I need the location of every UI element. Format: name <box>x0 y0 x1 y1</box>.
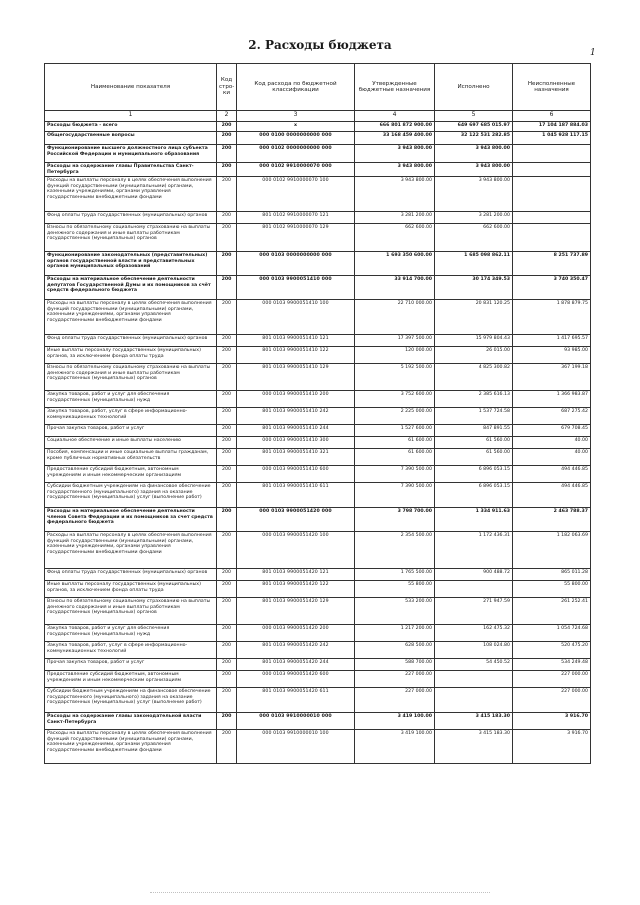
row-name: Взносы по обязательному социальному страхованию на выплаты денежного содержания и иные выплаты работникам государственных (муниципальных) органов <box>45 598 217 625</box>
column-number: 2 <box>217 111 237 122</box>
row-class-code: 000 0103 0000000000 000 <box>237 252 355 276</box>
row-name: Функционирование высшего должностного лица субъекта Российской Федерации и муниципального образования <box>45 145 217 163</box>
row-unexecuted: 534 249.48 <box>513 659 591 671</box>
row-name: Расходы бюджета - всего <box>45 122 217 132</box>
table-row <box>45 671 591 688</box>
table-row <box>45 224 591 252</box>
row-executed: 3 415 183.30 <box>435 713 513 730</box>
row-line-code: 200 <box>217 212 237 224</box>
row-class-code: 801 0103 9900051410 244 <box>237 425 355 437</box>
row-name: Иные выплаты персоналу государственных (муниципальных) органов, за исключением фонда оплаты труда <box>45 347 217 364</box>
row-approved: 628 500.00 <box>355 642 435 659</box>
row-line-code: 200 <box>217 335 237 347</box>
row-class-code: 000 0103 9900051420 100 <box>237 532 355 569</box>
row-unexecuted: 55 800.00 <box>513 581 591 598</box>
page-marker: 1 <box>590 48 596 58</box>
row-unexecuted: 8 251 737.89 <box>513 252 591 276</box>
row-name: Расходы на материальное обеспечение деятельности депутатов Государственной Думы и их помощников за счёт средств федерального бюджета <box>45 276 217 300</box>
row-name: Прочая закупка товаров, работ и услуг <box>45 425 217 437</box>
row-class-code: 801 0103 9900051420 122 <box>237 581 355 598</box>
row-approved: 227 000.00 <box>355 688 435 713</box>
table-row <box>45 508 591 532</box>
row-name: Закупка товаров, работ и услуг для обеспечения государственных (муниципальных) нужд <box>45 625 217 642</box>
row-unexecuted: 3 916.70 <box>513 730 591 764</box>
row-line-code: 200 <box>217 300 237 335</box>
row-class-code: 000 0103 9900051410 600 <box>237 466 355 483</box>
row-executed: 3 281 200.00 <box>435 212 513 224</box>
row-name: Прочая закупка товаров, работ и услуг <box>45 659 217 671</box>
row-unexecuted: 1 878 879.75 <box>513 300 591 335</box>
row-executed: 3 943 800.00 <box>435 163 513 177</box>
table-row <box>45 625 591 642</box>
row-unexecuted: 687 275.42 <box>513 408 591 425</box>
row-approved: 33 914 700.00 <box>355 276 435 300</box>
table-row <box>45 466 591 483</box>
row-name: Фонд оплаты труда государственных (муниципальных) органов <box>45 569 217 581</box>
row-approved: 3 798 700.00 <box>355 508 435 532</box>
row-class-code: 801 0102 9910000070 129 <box>237 224 355 252</box>
row-class-code: 000 0102 0000000000 000 <box>237 145 355 163</box>
row-approved: 5 192 500.00 <box>355 364 435 391</box>
row-class-code: 801 0103 9900051410 129 <box>237 364 355 391</box>
row-unexecuted <box>513 163 591 177</box>
row-executed: 108 024.80 <box>435 642 513 659</box>
budget-expenses-table <box>44 63 591 764</box>
row-line-code: 200 <box>217 224 237 252</box>
row-name: Функционирование законодательных (представительных) органов государственной власти и представительных органов муниципальных образований <box>45 252 217 276</box>
row-name: Субсидии бюджетным учреждениям на финансовое обеспечение государственного (муниципального) задания на оказание государственных (муниципальных) услуг (выполнение работ) <box>45 688 217 713</box>
row-name: Предоставление субсидий бюджетным, автономным учреждениям и иным некоммерческим организациям <box>45 466 217 483</box>
table-row <box>45 163 591 177</box>
row-executed: 649 697 685 015.97 <box>435 122 513 132</box>
row-executed <box>435 671 513 688</box>
row-unexecuted <box>513 224 591 252</box>
row-class-code: 801 0103 9900051410 122 <box>237 347 355 364</box>
row-name: Расходы на содержание главы Правительства Санкт-Петербурга <box>45 163 217 177</box>
row-line-code: 200 <box>217 642 237 659</box>
row-approved: 2 225 000.00 <box>355 408 435 425</box>
row-line-code: 200 <box>217 425 237 437</box>
row-class-code: 000 0103 9900051410 300 <box>237 437 355 449</box>
row-approved: 3 752 600.00 <box>355 391 435 408</box>
row-unexecuted: 1 366 983.87 <box>513 391 591 408</box>
row-class-code: 000 0103 9900051410 200 <box>237 391 355 408</box>
row-name: Фонд оплаты труда государственных (муниципальных) органов <box>45 212 217 224</box>
row-executed <box>435 688 513 713</box>
row-class-code: 000 0103 9900051410 100 <box>237 300 355 335</box>
row-name: Субсидии бюджетным учреждениям на финансовое обеспечение государственного (муниципального) задания на оказание государственных (муниципальных) услуг (выполнение работ) <box>45 483 217 508</box>
row-unexecuted: 3 916.70 <box>513 713 591 730</box>
row-unexecuted: 520 475.20 <box>513 642 591 659</box>
row-approved: 227 000.00 <box>355 671 435 688</box>
row-class-code: 000 0103 9900051420 000 <box>237 508 355 532</box>
row-name: Закупка товаров, работ, услуг в сфере информационно-коммуникационных технологий <box>45 408 217 425</box>
table-row <box>45 659 591 671</box>
row-approved: 662 600.00 <box>355 224 435 252</box>
row-unexecuted: 93 985.00 <box>513 347 591 364</box>
row-line-code: 200 <box>217 532 237 569</box>
row-executed: 2 385 616.13 <box>435 391 513 408</box>
row-line-code: 200 <box>217 508 237 532</box>
row-unexecuted: 3 740 350.47 <box>513 276 591 300</box>
header-name: Наименование показателя <box>45 64 217 111</box>
table-row <box>45 449 591 466</box>
row-name: Общегосударственные вопросы <box>45 132 217 145</box>
table-row <box>45 532 591 569</box>
row-class-code: x <box>237 122 355 132</box>
table-row <box>45 391 591 408</box>
row-name: Фонд оплаты труда государственных (муниципальных) органов <box>45 335 217 347</box>
table-row <box>45 483 591 508</box>
row-line-code: 200 <box>217 598 237 625</box>
row-name: Иные выплаты персоналу государственных (муниципальных) органов, за исключением фонда оплаты труда <box>45 581 217 598</box>
row-class-code: 801 0103 9900051410 242 <box>237 408 355 425</box>
column-number-row <box>45 111 591 122</box>
row-executed: 61 560.00 <box>435 449 513 466</box>
row-line-code: 200 <box>217 364 237 391</box>
row-approved: 3 419 100.00 <box>355 713 435 730</box>
row-approved: 7 390 500.00 <box>355 466 435 483</box>
row-line-code: 200 <box>217 569 237 581</box>
row-unexecuted <box>513 177 591 212</box>
row-approved: 33 168 459 400.00 <box>355 132 435 145</box>
column-number: 6 <box>513 111 591 122</box>
table-row <box>45 212 591 224</box>
row-executed: 30 174 349.53 <box>435 276 513 300</box>
row-unexecuted: 865 011.28 <box>513 569 591 581</box>
row-name: Пособия, компенсации и иные социальные выплаты гражданам, кроме публичных нормативных обязательств <box>45 449 217 466</box>
row-line-code: 200 <box>217 449 237 466</box>
row-line-code: 200 <box>217 408 237 425</box>
row-name: Расходы на выплаты персоналу в целях обеспечения выполнения функций государственными (муниципальными) органами, казенными учреждениями, органами управления государственными внебюджетными фондами <box>45 532 217 569</box>
row-unexecuted: 494 446.85 <box>513 466 591 483</box>
row-unexecuted: 17 104 187 884.03 <box>513 122 591 132</box>
row-class-code: 000 0100 0000000000 000 <box>237 132 355 145</box>
row-executed: 3 943 800.00 <box>435 145 513 163</box>
row-approved: 3 943 800.00 <box>355 177 435 212</box>
row-name: Закупка товаров, работ, услуг в сфере информационно-коммуникационных технологий <box>45 642 217 659</box>
row-approved: 533 200.00 <box>355 598 435 625</box>
row-executed: 662 600.00 <box>435 224 513 252</box>
header-executed: Исполнено <box>435 64 513 111</box>
row-class-code: 000 0103 9910000010 100 <box>237 730 355 764</box>
table-row <box>45 730 591 764</box>
row-line-code: 200 <box>217 437 237 449</box>
row-approved: 3 943 800.00 <box>355 145 435 163</box>
row-class-code: 801 0102 9910000070 121 <box>237 212 355 224</box>
row-unexecuted: 1 417 695.57 <box>513 335 591 347</box>
row-executed: 3 415 183.30 <box>435 730 513 764</box>
row-class-code: 801 0103 9900051420 244 <box>237 659 355 671</box>
row-line-code: 200 <box>217 466 237 483</box>
row-executed: 1 172 436.31 <box>435 532 513 569</box>
row-executed: 6 896 053.15 <box>435 466 513 483</box>
row-class-code: 801 0103 9900051410 121 <box>237 335 355 347</box>
row-approved: 61 600.00 <box>355 437 435 449</box>
column-number: 4 <box>355 111 435 122</box>
row-name: Взносы по обязательному социальному страхованию на выплаты денежного содержания и иные выплаты работникам государственных (муниципальных) органов <box>45 224 217 252</box>
row-line-code: 200 <box>217 347 237 364</box>
table-row <box>45 347 591 364</box>
row-name: Предоставление субсидий бюджетным, автономным учреждениям и иным некоммерческим организациям <box>45 671 217 688</box>
header-line-code: Код стро- ки <box>217 64 237 111</box>
row-executed: 54 450.52 <box>435 659 513 671</box>
row-name: Расходы на выплаты персоналу в целях обеспечения выполнения функций государственными (муниципальными) органами, казенными учреждениями, органами управления государственными внебюджетными фондами <box>45 177 217 212</box>
row-executed: 32 122 531 282.85 <box>435 132 513 145</box>
row-line-code: 200 <box>217 688 237 713</box>
row-executed: 4 825 300.82 <box>435 364 513 391</box>
table-row <box>45 437 591 449</box>
row-approved: 3 943 800.00 <box>355 163 435 177</box>
table-row <box>45 598 591 625</box>
row-executed: 20 831 120.25 <box>435 300 513 335</box>
row-unexecuted: 40.00 <box>513 449 591 466</box>
row-executed <box>435 581 513 598</box>
row-executed: 271 947.59 <box>435 598 513 625</box>
row-class-code: 801 0103 9900051420 121 <box>237 569 355 581</box>
row-name: Расходы на содержание главы законодательной власти Санкт-Петербурга <box>45 713 217 730</box>
row-approved: 17 397 500.00 <box>355 335 435 347</box>
row-approved: 120 000.00 <box>355 347 435 364</box>
column-number: 1 <box>45 111 217 122</box>
table-row <box>45 252 591 276</box>
table-row <box>45 364 591 391</box>
table-row <box>45 688 591 713</box>
row-executed: 26 015.00 <box>435 347 513 364</box>
row-unexecuted: 227 000.00 <box>513 688 591 713</box>
row-class-code: 801 0103 9900051410 611 <box>237 483 355 508</box>
row-class-code: 000 0102 9910000070 100 <box>237 177 355 212</box>
table-row <box>45 713 591 730</box>
row-approved: 666 801 872 900.00 <box>355 122 435 132</box>
header-unexecuted: Неисполненные назначения <box>513 64 591 111</box>
row-name: Расходы на выплаты персоналу в целях обеспечения выполнения функций государственными (муниципальными) органами, казенными учреждениями, органами управления государственными внебюджетными фондами <box>45 300 217 335</box>
page-title: 2. Расходы бюджета <box>248 38 392 52</box>
row-approved: 3 419 100.00 <box>355 730 435 764</box>
row-executed: 162 475.32 <box>435 625 513 642</box>
row-line-code: 200 <box>217 671 237 688</box>
table-row <box>45 300 591 335</box>
row-approved: 2 354 500.00 <box>355 532 435 569</box>
page-footer-mark <box>150 892 490 897</box>
row-approved: 61 600.00 <box>355 449 435 466</box>
table-header-row <box>45 64 591 111</box>
row-line-code: 200 <box>217 145 237 163</box>
row-line-code: 200 <box>217 122 237 132</box>
row-unexecuted <box>513 212 591 224</box>
table-row <box>45 276 591 300</box>
row-line-code: 200 <box>217 391 237 408</box>
row-approved: 22 710 000.00 <box>355 300 435 335</box>
table-row <box>45 177 591 212</box>
row-line-code: 200 <box>217 659 237 671</box>
row-name: Расходы на материальное обеспечение деятельности членов Совета Федерации и их помощников за счет средств федерального бюджета <box>45 508 217 532</box>
row-executed: 15 979 804.43 <box>435 335 513 347</box>
row-unexecuted <box>513 145 591 163</box>
row-line-code: 200 <box>217 625 237 642</box>
header-class-code: Код расхода по бюджетной классификации <box>237 64 355 111</box>
row-executed: 1 537 724.58 <box>435 408 513 425</box>
column-number: 3 <box>237 111 355 122</box>
row-line-code: 200 <box>217 713 237 730</box>
table-row <box>45 122 591 132</box>
row-executed: 900 488.72 <box>435 569 513 581</box>
row-approved: 1 693 350 600.00 <box>355 252 435 276</box>
header-approved: Утвержденные бюджетные назначения <box>355 64 435 111</box>
table-row <box>45 581 591 598</box>
row-approved: 3 281 200.00 <box>355 212 435 224</box>
table-row <box>45 132 591 145</box>
row-executed: 847 891.55 <box>435 425 513 437</box>
row-unexecuted: 1 045 928 117.15 <box>513 132 591 145</box>
table-row <box>45 425 591 437</box>
row-approved: 1 217 200.00 <box>355 625 435 642</box>
row-class-code: 801 0103 9900051420 129 <box>237 598 355 625</box>
row-class-code: 000 0103 9900051410 000 <box>237 276 355 300</box>
row-unexecuted: 367 199.18 <box>513 364 591 391</box>
row-approved: 1 765 500.00 <box>355 569 435 581</box>
row-executed: 6 896 053.15 <box>435 483 513 508</box>
table-row <box>45 642 591 659</box>
row-line-code: 200 <box>217 252 237 276</box>
row-line-code: 200 <box>217 730 237 764</box>
row-unexecuted: 2 463 788.37 <box>513 508 591 532</box>
row-executed: 1 334 911.63 <box>435 508 513 532</box>
row-unexecuted: 261 252.41 <box>513 598 591 625</box>
row-line-code: 200 <box>217 581 237 598</box>
row-approved: 55 800.00 <box>355 581 435 598</box>
row-class-code: 801 0103 9900051420 242 <box>237 642 355 659</box>
row-name: Расходы на выплаты персоналу в целях обеспечения выполнения функций государственными (муниципальными) органами, казенными учреждениями, органами управления государственными внебюджетными фондами <box>45 730 217 764</box>
table-row <box>45 145 591 163</box>
row-unexecuted: 679 708.45 <box>513 425 591 437</box>
row-approved: 588 700.00 <box>355 659 435 671</box>
row-unexecuted: 494 446.85 <box>513 483 591 508</box>
row-executed: 1 685 098 862.11 <box>435 252 513 276</box>
table-row <box>45 408 591 425</box>
row-name: Закупка товаров, работ и услуг для обеспечения государственных (муниципальных) нужд <box>45 391 217 408</box>
row-unexecuted: 227 000.00 <box>513 671 591 688</box>
row-line-code: 200 <box>217 276 237 300</box>
row-line-code: 200 <box>217 177 237 212</box>
table-row <box>45 335 591 347</box>
row-class-code: 000 0103 9900051420 200 <box>237 625 355 642</box>
row-executed: 3 943 800.00 <box>435 177 513 212</box>
row-executed: 61 560.00 <box>435 437 513 449</box>
row-approved: 7 390 500.00 <box>355 483 435 508</box>
row-line-code: 200 <box>217 483 237 508</box>
row-name: Взносы по обязательному социальному страхованию на выплаты денежного содержания и иные выплаты работникам государственных (муниципальных) органов <box>45 364 217 391</box>
table-row <box>45 569 591 581</box>
row-line-code: 200 <box>217 163 237 177</box>
row-name: Социальное обеспечение и иные выплаты населению <box>45 437 217 449</box>
row-unexecuted: 1 182 063.69 <box>513 532 591 569</box>
row-unexecuted: 40.00 <box>513 437 591 449</box>
row-class-code: 801 0103 9900051420 611 <box>237 688 355 713</box>
column-number: 5 <box>435 111 513 122</box>
row-class-code: 000 0102 9910000070 000 <box>237 163 355 177</box>
row-approved: 1 527 600.00 <box>355 425 435 437</box>
row-class-code: 801 0103 9900051410 321 <box>237 449 355 466</box>
row-class-code: 000 0103 9900051420 600 <box>237 671 355 688</box>
row-unexecuted: 1 054 724.68 <box>513 625 591 642</box>
row-line-code: 200 <box>217 132 237 145</box>
row-class-code: 000 0103 9910000010 000 <box>237 713 355 730</box>
